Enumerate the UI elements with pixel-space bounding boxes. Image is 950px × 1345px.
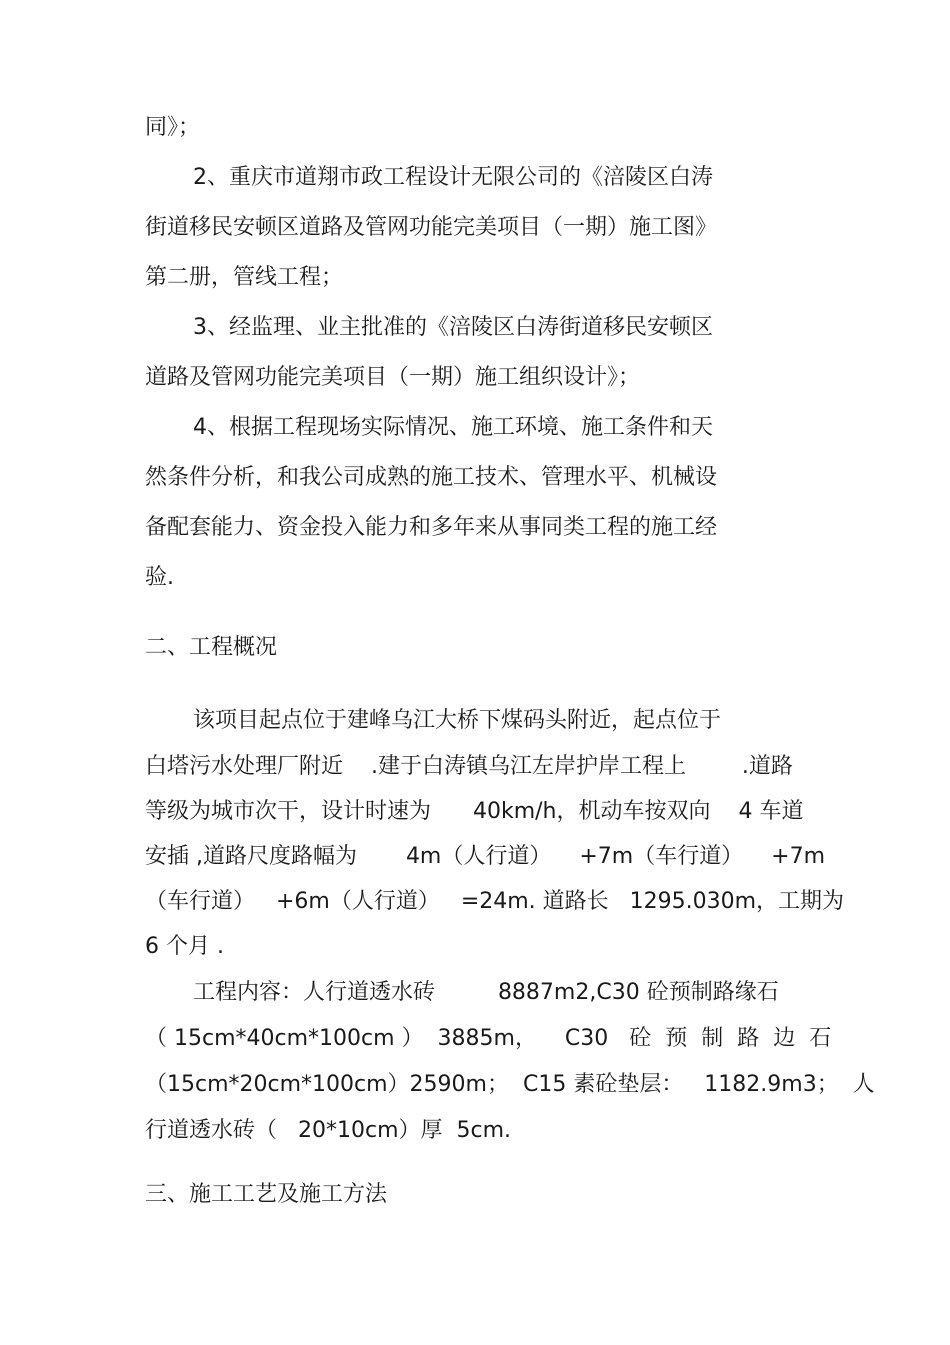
text-line: 安插 ,道路尺度路幅为 4m（人行道） +7m（车行道） +7m [145,844,826,869]
text-line: 道路及管网功能完美项目（一期）施工组织设计》； [145,365,641,390]
section-heading: 三、施工工艺及施工方法 [145,1182,388,1207]
text-line: 备配套能力、资金投入能力和多年来从事同类工程的施工经 [145,515,718,540]
text-line: 然条件分析，和我公司成熟的施工技术、管理水平、机械设 [145,465,718,490]
text-line: 6 个月 . [145,934,224,959]
text-line: 第二册，管线工程； [145,265,344,290]
text-line: 该项目起点位于建峰乌江大桥下煤码头附近，起点位于 [193,708,722,733]
text-line: （ 15cm*40cm*100cm ） 3885m， C30 砼 预 制 路 边 石 [145,1026,832,1051]
text-line: 4、根据工程现场实际情况、施工环境、施工条件和天 [193,415,713,440]
text-line: （15cm*20cm*100cm）2590m； C15 素砼垫层： 1182.9m3； 人 [145,1072,875,1097]
text-line: 验. [145,565,174,590]
text-line: 同》； [145,115,201,140]
text-line: 3、经监理、业主批准的《涪陵区白涛街道移民安顿区 [193,315,713,340]
text-line: 行道透水砖（ 20*10cm）厚 5cm. [145,1118,511,1143]
text-line: 街道移民安顿区道路及管网功能完美项目（一期）施工图》 [145,215,718,240]
text-line: 2、重庆市道翔市政工程设计无限公司的《涪陵区白涛 [193,165,713,190]
text-line: 等级为城市次干，设计时速为 40km/h，机动车按双向 4 车道 [145,799,804,824]
text-line: 工程内容：人行道透水砖 8887m2,C30 砼预制路缘石 [193,980,779,1005]
text-line: （车行道） +6m（人行道） =24m. 道路长 1295.030m，工期为 [145,889,845,914]
section-heading: 二、工程概况 [145,635,278,660]
text-line: 白塔污水处理厂附近 .建于白涛镇乌江左岸护岸工程上 .道路 [145,754,793,779]
